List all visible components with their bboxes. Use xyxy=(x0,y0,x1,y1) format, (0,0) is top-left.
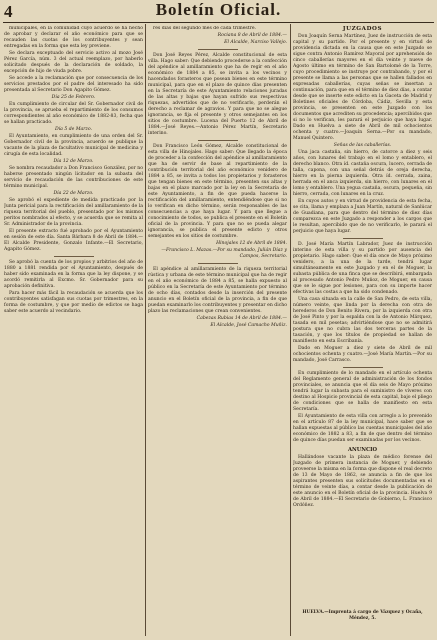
paragraph: Se aprobó la cuenta de los propios y arbitrios del año de 1880 a 1881 rendida por el Ayuntamiento, después de haber sido examinada en la forma que la ley dispone, y se acordó remitirla al Excmo. Sr. Gobernador para su aprobación definitiva. xyxy=(4,260,143,289)
masthead-title: Boletín Oficial. xyxy=(155,0,282,19)
paragraph: Una jaca castaña, sin hierro, de catorce a diez y seis años, con lunares del trabajo en el lomo y entablero, el derecho blanco. Otra íd. castaña oscura, lucero, cerrada de talla, capona, con una señal detrás de oreja derecha, hierro en la pierna izquierda. Otra íd. cerrada, zaina, herrada en el anca izquierda, sin hierro, con lunares en el lomo y entablero. Una yegua castaña, oscura, pequeña, sin hierro, cerrada, con lunares en la cruz. xyxy=(293,150,432,197)
announcement-heading: ANUNCIO xyxy=(347,447,378,453)
column-2 xyxy=(148,26,287,634)
paragraph: Don José Reyes Pérez, Alcalde constitucional de esta villa. Hago saber: Que debiendo procederse a la confección del apéndice al amillaramiento que ha de regir en el año económico de 1884 a 85, se invita a los vecinos y hacendados forasteros que posean bienes en este término municipal, para que en el plazo de quince días presenten en la Secretaría de este Ayuntamiento relaciones juradas de las altas y bajas que hayan sufrido sus respectivas riquezas, advertidos que de no verificarlo, perderán el derecho a reclamar de agravios. Y para que no se alegue ignorancia, se fija el presente y otros semejantes en los sitios de costumbre. Lucena del Puerto 12 de Abril de 1884.—José Reyes.—Antonio Pérez Martín, Secretario interino. xyxy=(148,53,287,136)
separator xyxy=(198,140,238,141)
paragraph: Dado en Moguer a diez y siete de Abril de mil ochocientos ochenta y cuatro.—José María Martín.—Por su mandado, José Carrasco. xyxy=(293,346,432,363)
paragraph: El apéndice al amillaramiento de la riqueza territorial rústica y urbana de este término municipal que ha de regir en el año económico de 1884 a 85, se halla expuesto al público en la Secretaría de este Ayuntamiento por término de ocho días, contados desde la inserción del presente anuncio en el Boletín oficial de la provincia, a fin de que puedan examinarlo los contribuyentes y presentar en dicho plazo las reclamaciones que crean convenientes. xyxy=(148,267,287,314)
separator xyxy=(343,238,383,239)
column-1 xyxy=(4,26,143,634)
paragraph: Se nombra recaudador a Don Francisco González, por no haberse presentado ningún licitador en la subasta del servicio de recaudación de las contribuciones de este término municipal. xyxy=(4,166,143,189)
paragraph: El Ayuntamiento, en cumplimiento de una orden del Sr. Gobernador civil de la provincia, acuerdo se publique la vacante de la plaza de facultativo municipal de medicina y cirugía de esta localidad. xyxy=(4,134,143,157)
column-3 xyxy=(293,26,432,606)
paragraph: Para hacer más fácil la recaudación se acuerda que los contribuyentes satisfagan sus cuotas por trimestres, en la forma de costumbre, y que por medio de edictos se haga saber este acuerdo al vecindario. xyxy=(4,291,143,314)
paragraph: El Ayuntamiento de esta villa con arreglo a lo prevenido en el artículo 87 de la ley municipal, hace saber que se hallan expuestas al público las cuentas municipales del año económico de 1882 a 83, a fin de que dentro del término de quince días puedan ser examinadas por los vecinos. xyxy=(293,414,432,443)
column-divider xyxy=(145,24,146,636)
printer-imprint: HUELVA.—Imprenta á cargo de Vázquez y Ocaña, Méndez, 5. xyxy=(302,610,423,621)
paragraph: Se accede a la reclamación que por consecuencia de los servicios prestados por el padre del interesado ha sido presentada al Secretario Don Agapito Gómez. xyxy=(4,76,143,93)
paragraph: res días del segundo mes de cada trimestre. xyxy=(153,26,257,31)
paragraph: En cumplimiento de lo mandado en el artículo ochenta del Reglamento general de administración de los fondos provinciales, se anuncia que el día seis de Mayo próximo tendrá lugar la subasta para el suministro de víveres con destino al Hospicio provincial de esta capital, bajo el pliego de condiciones que se halla de manifiesto en esta Secretaría. xyxy=(293,371,432,412)
paragraph: Don Joaquín Serna Martínez, Juez de instrucción de esta capital y su partido. Por el presente y en virtud de providencia dictada en la causa que en este Juzgado se sigue contra Antonio Ramírez Mayoral por aprehensión de cinco caballerías mayores en el día veinte y nueve de Agosto último en término de San Bartolomé de la Torre, cuyo procedimiento se instruye por contrabando, y por el presente se llama a las personas que se hallen fallados en expresadas caballerías, cuyas señas se insertan a continuación, para que en el término de diez días, a contar desde que se inserte este edicto en la Gaceta de Madrid y Boletines oficiales de Córdoba, Cádiz, Sevilla y esta provincia, se presenten en este Juzgado con los documentos que acrediten su procedencia; apercibidos que si no lo verifican, les parará el perjuicio que haya lugar. Dado en Huelva a siete de Abril de mil ochocientos ochenta y cuatro.—Joaquín Serna.—Por su mandado, Manuel Quintero. xyxy=(293,34,432,141)
separator xyxy=(54,256,94,257)
signature-line: El Alcalde, Narciso Vallejo. xyxy=(224,40,287,45)
page-number: 4 xyxy=(4,2,13,21)
signature-line: Hinojales 12 de Abril de 1884. xyxy=(216,241,287,246)
date-heading: Día 5 de Marzo. xyxy=(54,127,93,132)
date-heading: Día 12 de Marzo. xyxy=(53,159,94,164)
separator xyxy=(198,49,238,50)
paragraph: Se aprobó el expediente de medida practicado por la Junta pericial para la rectificación del amillaramiento de la riqueza territorial del pueblo, presentado por los mismos peritos nombrados al efecto, y se acuerda que se remita al Sr. Administrador de la provincia. xyxy=(4,198,143,227)
paragraph: Se declara exceptuado del servicio activo al mozo José Pérez García, núm. 3 del actual reemplazo, por haberlo solicitado después de la declaración de soldado, la excepción de hijo de viuda pobre. xyxy=(4,51,143,74)
paragraph: municipales, en la comunidad cuyo acuerdo se ha hecho de aprobar y declarar el año económico para que se recauden las cuotas de los contribuyentes y sean entregadas en la forma que esta ley previene. xyxy=(4,26,143,49)
signature-line: Rociana 8 de Abril de 1884.— xyxy=(217,33,287,38)
signature-line: Cabezas Rubias 14 de Abril de 1884.— xyxy=(196,316,287,321)
column-divider xyxy=(290,24,291,636)
signature-line: El Alcalde, José Camacho Muñiz. xyxy=(210,323,287,328)
paragraph: Don Francisco León Gómez, Alcalde constitucional de esta villa de Hinojales. Hago saber: Que llegado la época de proceder a la confección del apéndice al amillaramiento que ha de servir de base al repartimiento de la contribución territorial del año económico venidero de 1884 a 85, se invita a todos los propietarios y forasteros que tengan bienes en este término, presenten sus altas y bajas en el plazo marcado por la ley en la Secretaría de este Ayuntamiento, a fin de que pueda hacerse la rectificación del amillaramiento, entendiéndose que si no lo verifican en dicho término, serán responsables de las consecuencias a que haya lugar. Y para que llegue a conocimiento de todos, se publica el presente en el Boletín oficial de la provincia. Y para que no se pueda alegar ignorancia, se publica el presente edicto y otros semejantes en los sitios de costumbre. xyxy=(148,144,287,239)
paragraph: D. José María Martín Labrador, Juez de instrucción interino de esta villa y su partido por ausencia del propietario. Hago saber: Que el día once de Mayo próximo venidero, a la una de la tarde, tendrá lugar simultáneamente en este Juzgado y en el de Moguer, la subasta pública de una finca que se describirá, embargada al procesado Antonio Pedro Muñoz, de Moguer, en causa que se le sigue por lesiones, para con su importe hacer efectivas las costas a que ha sido condenado. xyxy=(293,242,432,295)
signature-line: —Francisco L. Mazas.—Por su mandado, Julián Díaz y Campos, Secretario. xyxy=(161,248,287,259)
subheading: Señas de las caballerías. xyxy=(333,143,392,148)
paragraph: Hallándose vacante la plaza de médico forense del Juzgado de primera instancia de Moguer, y debiendo proveerse la misma en la forma que dispone el real decreto de 13 de Mayo de 1862, se anuncia a fin de que los aspirantes presenten sus solicitudes documentadas en el término de veinte días, a contar desde la publicación de este anuncio en el Boletín oficial de la provincia. Huelva 9 de Abril de 1884.—El Secretario de Gobierno, L. Francisco Ordóñez. xyxy=(293,455,432,508)
paragraph: En cumplimiento de circular del Sr. Gobernador civil de la provincia, se aprueba el repartimiento de los consumos correspondientes al año económico de 1882-83, fecha que se hallan practicado. xyxy=(4,102,143,125)
separator xyxy=(198,263,238,264)
paragraph: En cuyos autos y en virtud de providencia de esta fecha, se cita, llama y emplaza a Juan Martín, natural de Sanlúcar de Guadiana, para que dentro del término de diez días comparezca en este Juzgado a responder a los cargos que le resultan, apercibido que de no verificarlo, le parará el perjuicio que haya lugar. xyxy=(293,199,432,234)
section-heading: JUZGADOS xyxy=(342,26,383,32)
header-rule xyxy=(3,22,434,23)
paragraph: Una casa situada en la calle de San Pedro, de esta villa, número veinte, que linda por la derecha con otra de herederos de Don Benito Rivera, por la izquierda con otra de José Pinto y por la espalda con la de Antonio Márquez, tasada en mil pesetas; advirtiéndose que no se admitirá postura que no cubra las dos terceras partes de la tasación, y que los títulos de propiedad se hallan de manifiesto en esta Escribanía. xyxy=(293,297,432,344)
separator xyxy=(343,367,383,368)
paragraph: El presente extracto fué aprobado por el Ayuntamiento en sesión de este día. Santa Bárbara 8 de Abril de 1884.—El Alcalde Presidente, Gonzalo Infante.—El Secretario, Agapito Gómez. xyxy=(4,229,143,252)
date-heading: Día 25 de Febrero. xyxy=(51,95,96,100)
date-heading: Día 22 de Marzo. xyxy=(53,191,94,196)
